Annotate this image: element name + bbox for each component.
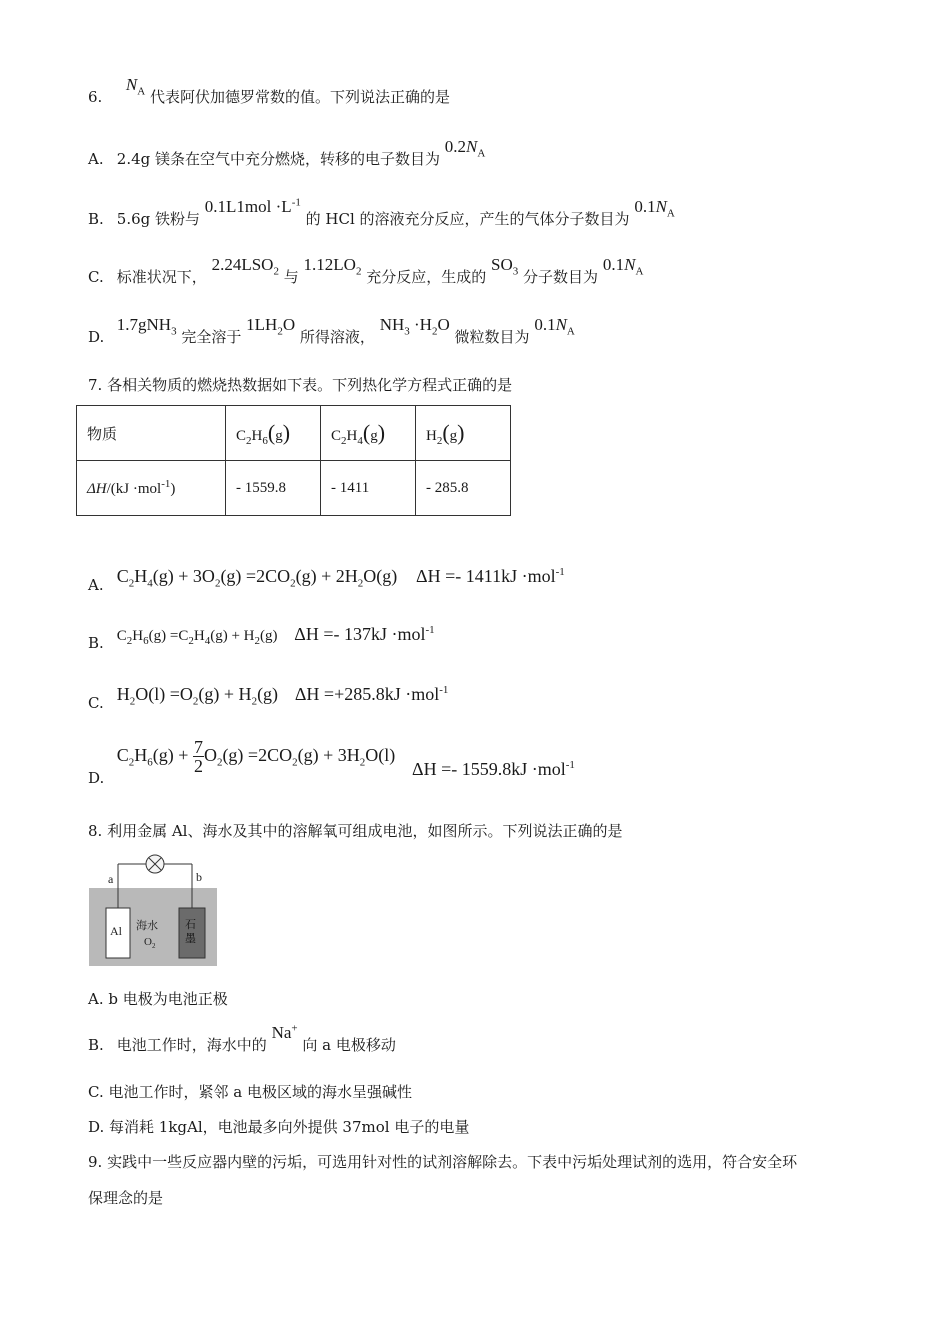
q9-stem-line1: 9. 实践中一些反应器内壁的污垢，可选用针对性的试剂溶解除去。下表中污垢处理试剂的选用，符合安全环: [88, 1153, 798, 1171]
q7-option-c: C. $H_2O(l) =O_2(g) + H_2(g)$ ΔH =+285.8kJ ·mol$^{-1}$: [88, 684, 449, 712]
q7-option-d: D. $C_2H_6(g)$ + $\frac{7}{2}$ $O_2(g) =2CO_2(g) + 3H_2O(l) \Delta H =- 1559.8kJ \cdot mol^{-1}$: [88, 737, 575, 787]
table-row: [77, 461, 511, 516]
q8-option-c: C. 电池工作时，紧邻 a 电极区域的海水呈强碱性: [88, 1083, 412, 1101]
na-symbol: $N_A$: [125, 75, 146, 98]
table-cell-value: - 1559.8: [226, 461, 321, 516]
electrode-b-label: b: [196, 870, 202, 884]
table-cell-dh-label: ΔH/(kJ ·mol$^{-1}$): [77, 461, 226, 516]
seawater-label: 海水: [136, 919, 158, 932]
q8-option-d: D. 每消耗 1kgAl，电池最多向外提供 37mol 电子的电量: [88, 1118, 470, 1136]
al-seawater-battery-diagram: [88, 850, 220, 970]
electrode-a-label: a: [108, 872, 114, 886]
q8-option-a: A. b 电极为电池正极: [88, 990, 228, 1008]
q6-option-a: A. 2.4g 镁条在空气中充分燃烧，转移的电子数目为 $0.2N_A$: [88, 137, 486, 168]
table-cell-c2h6: $C_2H_6(g)$: [226, 406, 321, 461]
al-label: Al: [110, 924, 122, 938]
graphite-label-2: 墨: [185, 932, 196, 945]
q6-stem: 6. $N_A$ 代表阿伏加德罗常数的值。下列说法正确的是: [88, 75, 450, 106]
q7-option-b: B. $C_2H_6(g) =C_2H_4(g) + H_2(g) \Delta H =- 137kJ \cdot mol^{-1}$: [88, 624, 435, 652]
q6-option-b: B. 5.6g 铁粉与 $0.1L1mol \cdot L^{-1}$ 的 HCl 的溶液充分反应，产生的气体分子数目为 $0.1N_A$: [88, 196, 675, 228]
table-cell-substance-label: 物质: [77, 406, 226, 461]
table-cell-value: - 285.8: [416, 461, 511, 516]
lamp-icon: [146, 855, 164, 873]
o2-label: $O_2$: [144, 936, 156, 950]
q8-option-b: B. 电池工作时，海水中的 Na+ 向 a 电极移动: [88, 1022, 396, 1054]
graphite-label-1: 石: [185, 918, 196, 931]
q7-stem: 7. 各相关物质的燃烧热数据如下表。下列热化学方程式正确的是: [88, 376, 513, 394]
table-cell-h2: $H_2(g)$: [416, 406, 511, 461]
combustion-heat-table: [76, 405, 511, 516]
q7-option-a: A. $C_2H_4(g) + 3O_2(g) =2CO_2(g) + 2H_2O(g) \Delta H =- 1411kJ \cdot mol^{-1}$: [88, 566, 565, 594]
q6-option-c: C. 标准状况下， $2.24LSO_2$ 与 $1.12LO_2$ 充分反应，生成的 $SO_3$ 分子数目为 $0.1N_A$: [88, 255, 644, 286]
table-cell-c2h4: $C_2H_4(g)$: [321, 406, 416, 461]
table-row: [77, 406, 511, 461]
table-cell-value: - 1411: [321, 461, 416, 516]
q6-option-d: D. 1.7gNH$_3$ 完全溶于 $1LH_2O$ 所得溶液， $NH_3 \cdot H_2O$ 微粒数目为 $0.1N_A$: [88, 315, 575, 346]
q9-stem-line2: 保理念的是: [88, 1189, 164, 1207]
q8-stem: 8. 利用金属 Al、海水及其中的溶解氧可组成电池，如图所示。下列说法正确的是: [88, 822, 623, 840]
